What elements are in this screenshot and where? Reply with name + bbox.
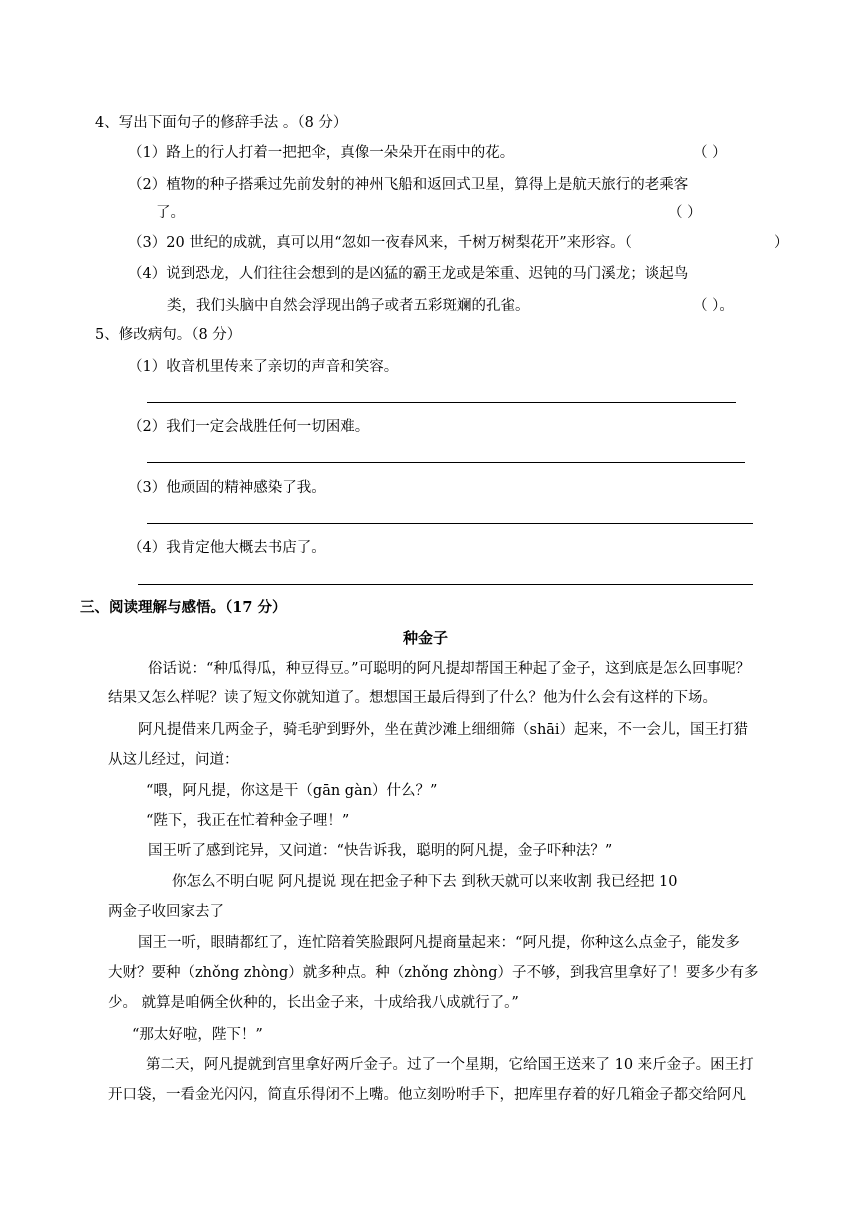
q5-item-1: （1）收音机里传来了亲切的声音和笑容。 — [128, 359, 399, 375]
passage-line: 国王听了感到诧异，又问道：“快告诉我，聪明的阿凡提，金子吓种法？” — [148, 843, 613, 859]
q5-answer-line-4[interactable] — [138, 584, 753, 585]
q5-item-3: （3）他顽固的精神感染了我。 — [128, 480, 326, 496]
q4-item-3: （3）20 世纪的成就，真可以用“忽如一夜春风来，千树万树梨花开”来形容。（ — [128, 235, 632, 251]
q5-answer-line-2[interactable] — [147, 462, 745, 463]
q4-answer-paren-3[interactable]: ） — [774, 235, 789, 251]
q4-item-2-continuation: 了。 — [156, 205, 185, 221]
passage-line: “那太好啦，陛下！” — [132, 1027, 263, 1043]
passage-line: 两金子收回家去了 — [108, 904, 224, 920]
q5-item-4: （4）我肯定他大概去书店了。 — [128, 540, 326, 556]
passage-line: 第二天，阿凡提就到宫里拿好两斤金子。过了一个星期，它给国王送来了 10 来斤金子。困王打 — [146, 1057, 754, 1073]
q4-item-2: （2）植物的种子搭乘过先前发射的神州飞船和返回式卫星，算得上是航天旅行的老乘客 — [128, 177, 689, 193]
passage-line: 开口袋，一看金光闪闪，简直乐得闭不上嘴。他立刻吩咐手下，把库里存着的好几箱金子都交给阿凡 — [108, 1087, 746, 1103]
q5-heading: 5、修改病句。（8 分） — [95, 327, 242, 343]
passage-line-punctuation-exercise: 你怎么不明白呢 阿凡提说 现在把金子种下去 到秋天就可以来收割 我已经把 10 — [172, 874, 678, 890]
passage-line: 俗话说：“种瓜得瓜，种豆得豆。”可聪明的阿凡提却帮国王种起了金子，这到底是怎么回事呢？ — [148, 661, 751, 677]
q4-answer-paren-4[interactable]: （ ）。 — [693, 298, 734, 314]
q5-answer-line-1[interactable] — [147, 402, 736, 403]
passage-line: 少。 就算是咱俩全伙种的，长出金子来，十成给我八成就行了。” — [108, 995, 519, 1011]
q4-item-4-continuation: 类，我们头脑中自然会浮现出鸽子或者五彩斑斓的孔雀。 — [167, 298, 530, 314]
passage-line: 大财？要种（zhǒng zhòng）就多种点。种（zhǒng zhòng）子不够，到我宫里拿好了！要多少有多 — [108, 965, 759, 981]
passage-line: 结果又怎么样呢？读了短文你就知道了。想想国王最后得到了什么？他为什么会有这样的下场。 — [108, 690, 717, 706]
passage-line: 从这儿经过，问道： — [108, 752, 239, 768]
passage-line: “喂，阿凡提，你这是干（gān gàn）什么？” — [146, 783, 438, 799]
q4-item-4: （4）说到恐龙，人们往往会想到的是凶猛的霸王龙或是笨重、迟钝的马门溪龙；谈起鸟 — [128, 266, 689, 282]
q4-item-1: （1）路上的行人打着一把把伞，真像一朵朵开在雨中的花。 — [128, 145, 515, 161]
passage-line: 国王一听，眼睛都红了，连忙陪着笑脸跟阿凡提商量起来：“阿凡提，你种这么点金子，能发多 — [138, 935, 740, 951]
q5-item-2: （2）我们一定会战胜任何一切困难。 — [128, 419, 370, 435]
passage-line: “陛下，我正在忙着种金子哩！” — [146, 813, 350, 829]
q4-heading: 4、写出下面句子的修辞手法 。（8 分） — [95, 115, 348, 131]
q5-answer-line-3[interactable] — [147, 523, 753, 524]
section-3-heading: 三、阅读理解与感悟。（17 分） — [80, 599, 287, 616]
q4-answer-paren-1[interactable]: （ ） — [693, 145, 727, 161]
passage-line: 阿凡提借来几两金子，骑毛驴到野外，坐在黄沙滩上细细筛（shāi）起来，不一会儿，国王打猎 — [138, 722, 749, 738]
passage-title: 种金子 — [403, 629, 449, 647]
q4-answer-paren-2[interactable]: （ ） — [668, 205, 702, 221]
